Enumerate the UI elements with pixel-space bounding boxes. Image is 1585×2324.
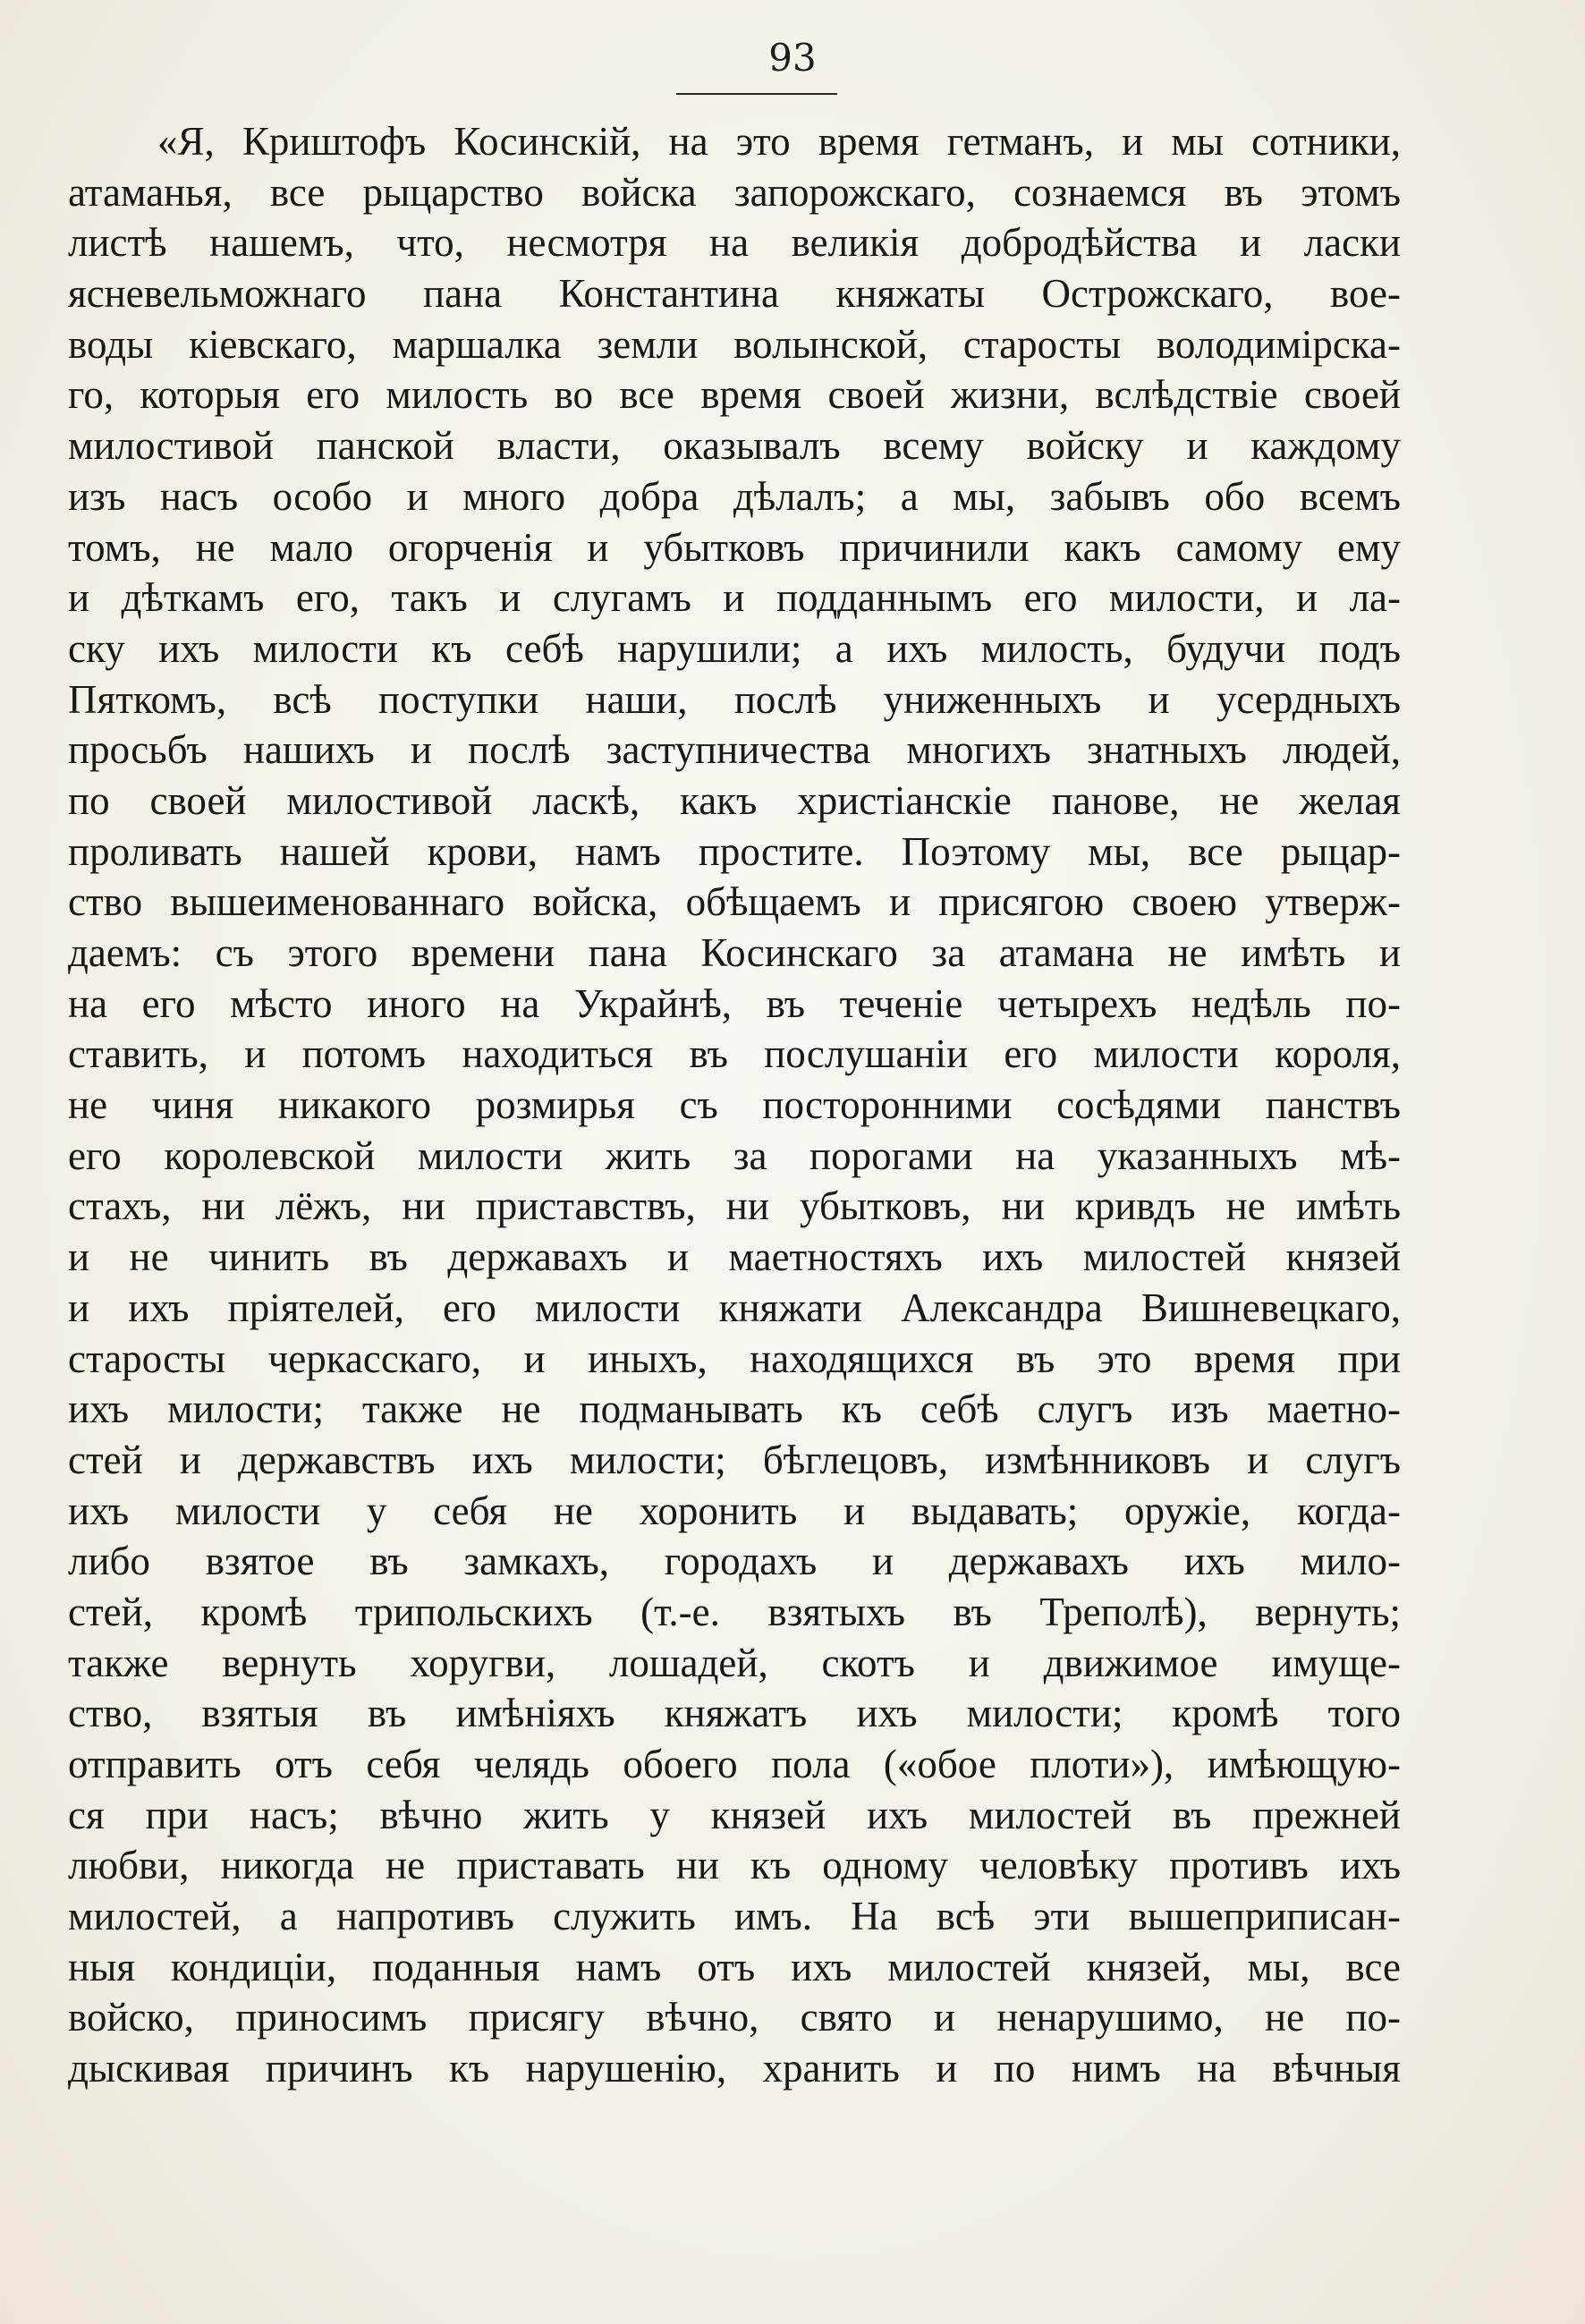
text-line: ясневельможнаго пана Константина княжаты Острожскаго, вое- [68,271,1401,317]
text-line: ску ихъ милости къ себѣ нарушили; а ихъ милость, будучи подъ [68,625,1401,671]
text-line: ся при насъ; вѣчно жить у князей ихъ милостей въ прежней [68,1792,1401,1837]
text-line: дыскивая причинъ къ нарушенію, хранить и по нимъ на вѣчныя [68,2046,1401,2091]
text-line: на его мѣсто иного на Украйнѣ, въ теченіе четырехъ недѣль по- [68,980,1401,1026]
text-line: и дѣткамъ его, такъ и слугамъ и подданнымъ его милости, и ла- [68,575,1401,621]
text-line: его королевской милости жить за порогами на указанныхъ мѣ- [68,1132,1401,1178]
text-line: и не чинить въ державахъ и маетностяхъ ихъ милостей князей [68,1234,1401,1280]
text-line: милостивой панской власти, оказывалъ всему войску и каждому [68,423,1401,469]
text-line: «Я, Криштофъ Косинскій, на это время гетманъ, и мы сотники, [157,119,1401,164]
text-line: ставить, и потомъ находиться въ послушаніи его милости короля, [68,1031,1401,1077]
text-line: милостей, а напротивъ служить имъ. На всѣ эти вышеприписан- [68,1894,1401,1939]
text-line: ство вышеименованнаго войска, обѣщаемъ и присягою своею утверж- [68,879,1401,925]
text-line: не чиня никакого розмирья съ посторонними сосѣдями панствъ [68,1082,1401,1128]
text-line: ихъ милости; также не подманывать къ себѣ слугъ изъ маетно- [68,1387,1401,1432]
text-line: стей, кромѣ трипольскихъ (т.-е. взятыхъ въ Треполѣ), вернуть; [68,1589,1401,1634]
text-line: отправить отъ себя челядь обоего пола («обое плоти»), имѣющую- [68,1742,1401,1786]
text-line: томъ, не мало огорченія и убытковъ причинили какъ самому ему [68,524,1401,570]
text-line: также вернуть хоругви, лошадей, скотъ и движимое имуще- [68,1640,1401,1685]
text-line: и ихъ пріятелей, его милости княжати Александра Вишневецкаго, [68,1285,1401,1330]
text-line: ихъ милости у себя не хоронить и выдавать; оружіе, когда- [68,1488,1401,1533]
text-line: листѣ нашемъ, что, несмотря на великія добродѣйства и ласки [68,220,1401,266]
header-rule [676,93,837,95]
text-line: го, которыя его милость во все время своей жизни, вслѣдствіе своей [68,372,1401,418]
text-line: любви, никогда не приставать ни къ одному человѣку противъ ихъ [68,1843,1401,1888]
text-line: ныя кондиціи, поданныя намъ отъ ихъ милостей князей, мы, все [68,1944,1401,1989]
text-line: Пяткомъ, всѣ поступки наши, послѣ униженныхъ и усердныхъ [68,676,1401,722]
text-line: либо взятое въ замкахъ, городахъ и державахъ ихъ мило- [68,1539,1401,1584]
text-line: войско, приносимъ присягу вѣчно, свято и ненарушимо, не по- [68,1995,1401,2040]
text-line: ство, взятыя въ имѣніяхъ княжатъ ихъ милости; кромѣ того [68,1691,1401,1736]
page-number: 93 [768,36,817,80]
text-line: даемъ: съ этого времени пана Косинскаго за атамана не имѣть и [68,930,1401,975]
text-line: просьбъ нашихъ и послѣ заступничества многихъ знатныхъ людей, [68,727,1401,773]
text-line: стей и державствъ ихъ милости; бѣглецовъ, измѣнниковъ и слугъ [68,1437,1401,1482]
text-line: атаманья, все рыцарство войска запорожскаго, сознаемся въ этомъ [68,169,1401,215]
text-line: изъ насъ особо и много добра дѣлалъ; а мы, забывъ обо всемъ [68,473,1401,519]
text-line: проливать нашей крови, намъ простите. Поэтому мы, все рыцар- [68,828,1401,874]
text-line: по своей милостивой ласкѣ, какъ христіанскіе панове, не желая [68,777,1401,823]
text-line: стахъ, ни лёжъ, ни приставствъ, ни убытковъ, ни кривдъ не имѣть [68,1183,1401,1229]
text-line: воды кіевскаго, маршалка земли волынской, старосты володимірска- [68,321,1401,367]
body-text [68,116,1401,2094]
text-line: старосты черкасскаго, и иныхъ, находящихся въ это время при [68,1336,1401,1381]
